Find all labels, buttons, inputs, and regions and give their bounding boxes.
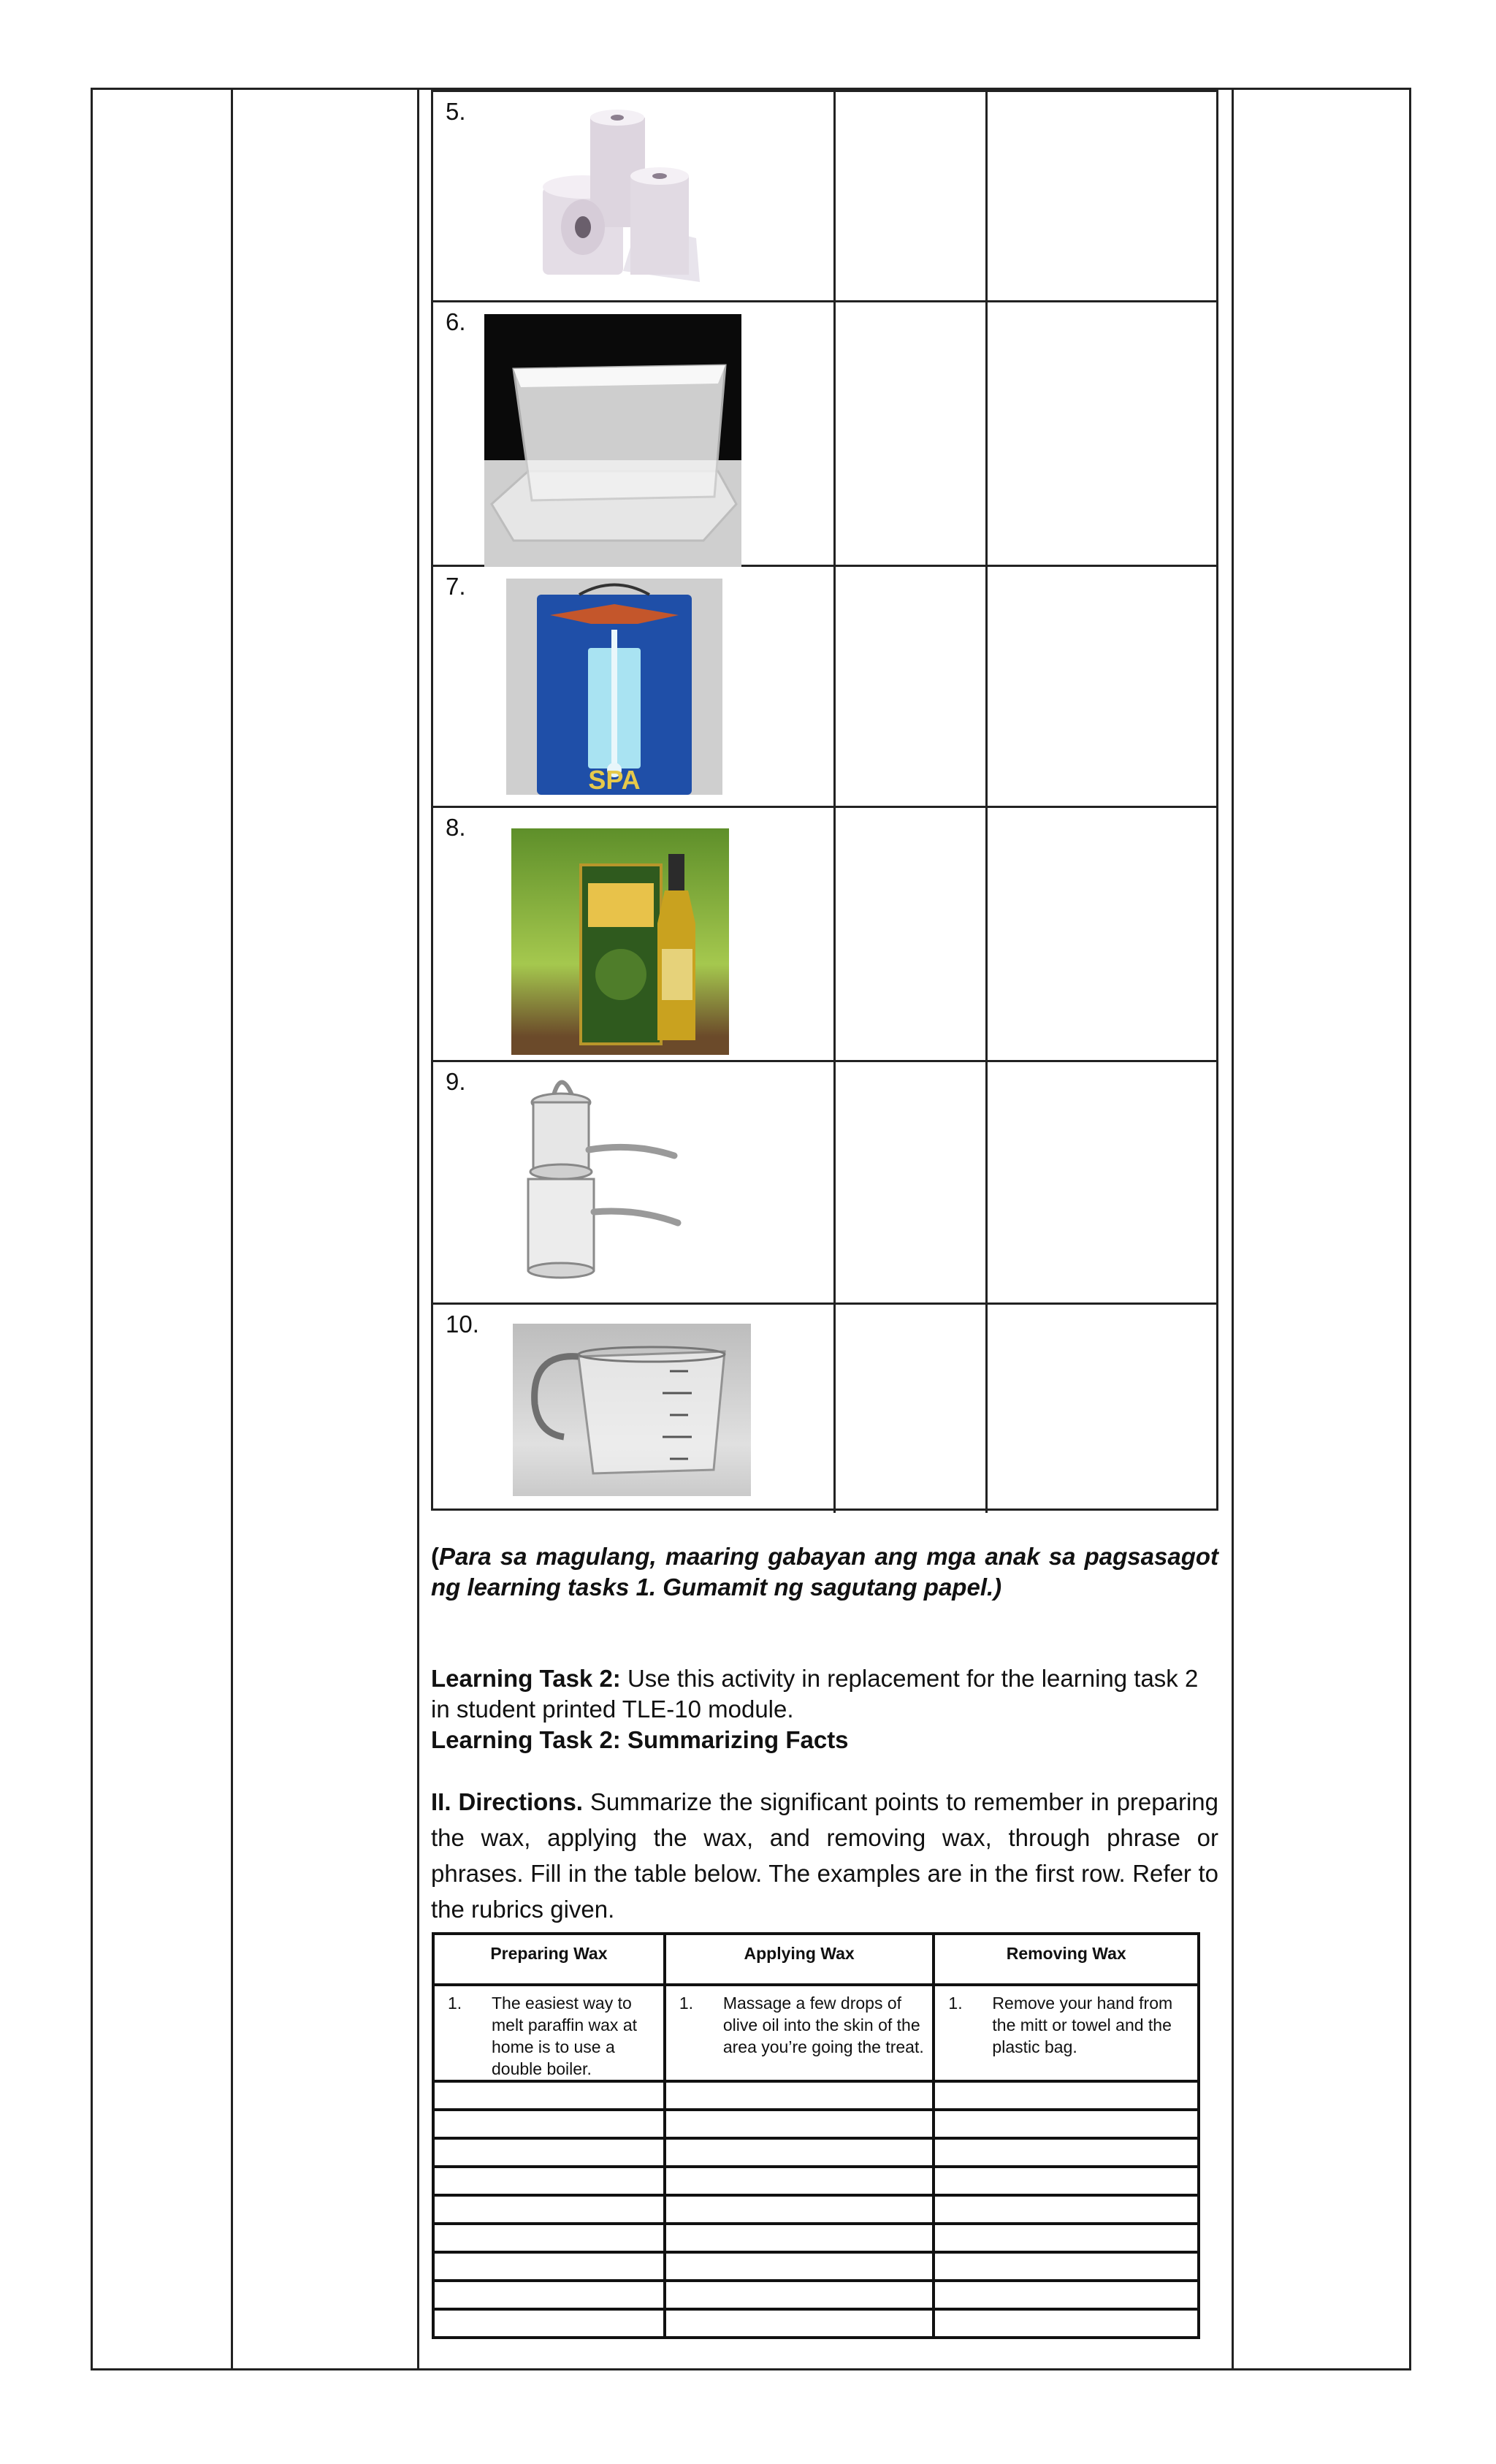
blank-cell[interactable] — [665, 2195, 934, 2224]
item-number: 9. — [446, 1068, 466, 1095]
col-divider-2 — [417, 88, 419, 2370]
item-number: 8. — [446, 814, 466, 841]
parent-note — [431, 1541, 1218, 1603]
column-divider — [985, 1305, 988, 1513]
header-preparing-wax: Preparing Wax — [433, 1934, 665, 1985]
item-row-10 — [433, 1305, 1216, 1513]
double-boiler-image — [517, 1069, 692, 1289]
blank-cell[interactable] — [665, 2309, 934, 2338]
blank-cell[interactable] — [433, 2252, 665, 2281]
blank-cell[interactable] — [665, 2224, 934, 2252]
blank-row — [433, 2224, 1199, 2252]
column-divider — [833, 808, 836, 1060]
item-number: 5. — [446, 98, 466, 125]
item-row-8 — [433, 808, 1216, 1062]
column-divider — [833, 567, 836, 806]
blank-row — [433, 2138, 1199, 2167]
plastic-container-image — [484, 314, 741, 567]
summary-table — [432, 1932, 1200, 2339]
blank-row — [433, 2252, 1199, 2281]
column-divider — [833, 1062, 836, 1302]
frame-left — [91, 88, 93, 2370]
item-row-7 — [433, 567, 1216, 808]
column-divider — [985, 302, 988, 565]
header-applying-wax: Applying Wax — [665, 1934, 934, 1985]
items-table — [431, 90, 1218, 1511]
directions-label: II. Directions. — [431, 1788, 583, 1815]
frame-bottom — [91, 2368, 1411, 2370]
blank-cell[interactable] — [433, 2167, 665, 2195]
list-number: 1. — [448, 1994, 462, 2013]
blank-cell[interactable] — [934, 2081, 1199, 2110]
item-row-6 — [433, 302, 1216, 567]
list-number: 1. — [948, 1994, 963, 2013]
measuring-cup-image — [513, 1324, 751, 1496]
header-removing-wax: Removing Wax — [934, 1934, 1199, 1985]
blank-row — [433, 2281, 1199, 2309]
task2-text: Use this activity in replacement for the learning task 2 in student printed TLE-10 module. — [431, 1665, 1199, 1723]
column-divider — [985, 92, 988, 300]
col-divider-3 — [1232, 88, 1234, 2370]
column-divider — [833, 92, 836, 300]
blank-row — [433, 2195, 1199, 2224]
column-divider — [985, 1062, 988, 1302]
summary-header-row — [433, 1934, 1199, 1985]
blank-cell[interactable] — [433, 2281, 665, 2309]
column-divider — [833, 302, 836, 565]
example-text: Remove your hand from the mitt or towel and the plastic bag. — [992, 1994, 1173, 2056]
example-preparing — [433, 1985, 665, 2081]
blank-cell[interactable] — [934, 2138, 1199, 2167]
blank-cell[interactable] — [665, 2167, 934, 2195]
col-divider-1 — [231, 88, 233, 2370]
blank-cell[interactable] — [934, 2252, 1199, 2281]
item-row-5 — [433, 92, 1216, 302]
blank-row — [433, 2110, 1199, 2138]
blank-cell[interactable] — [433, 2138, 665, 2167]
blank-cell[interactable] — [433, 2224, 665, 2252]
list-number: 1. — [679, 1994, 694, 2013]
item-number: 7. — [446, 573, 466, 600]
directions — [431, 1784, 1218, 1927]
example-row — [433, 1985, 1199, 2081]
example-applying — [665, 1985, 934, 2081]
example-text: The easiest way to melt paraffin wax at home is to use a double boiler. — [492, 1994, 638, 2078]
learning-task-2 — [431, 1663, 1218, 1755]
olive-oil-image — [511, 828, 729, 1055]
blank-row — [433, 2167, 1199, 2195]
directions-text: Summarize the significant points to remember in preparing the wax, applying the wax, and removing wax, through phrase or phrases. Fill in the table below. The examples are in the first row. Refer to the rubrics given. — [431, 1788, 1218, 1923]
blank-row — [433, 2309, 1199, 2338]
blank-cell[interactable] — [934, 2195, 1199, 2224]
task2-title: Learning Task 2: Summarizing Facts — [431, 1726, 849, 1753]
example-text: Massage a few drops of olive oil into the skin of the area you’re going the treat. — [722, 1994, 924, 2056]
blank-cell[interactable] — [665, 2138, 934, 2167]
blank-cell[interactable] — [665, 2281, 934, 2309]
blank-cell[interactable] — [665, 2081, 934, 2110]
item-number: 10. — [446, 1311, 479, 1338]
blank-cell[interactable] — [934, 2309, 1199, 2338]
column-divider — [985, 808, 988, 1060]
blank-cell[interactable] — [934, 2281, 1199, 2309]
parent-note-open-paren: ( — [431, 1543, 439, 1570]
blank-cell[interactable] — [934, 2110, 1199, 2138]
frame-right — [1409, 88, 1411, 2370]
spa-thermometer-image — [506, 579, 722, 795]
blank-cell[interactable] — [934, 2224, 1199, 2252]
paper-towel-rolls-image — [514, 107, 703, 282]
item-number: 6. — [446, 308, 466, 335]
item-row-9 — [433, 1062, 1216, 1305]
blank-row — [433, 2081, 1199, 2110]
parent-note-text: Para sa magulang, maaring gabayan ang mga anak sa pagsasagot ng learning tasks 1. Gumamit ng sagutang papel.) — [431, 1543, 1218, 1601]
blank-cell[interactable] — [665, 2110, 934, 2138]
blank-cell[interactable] — [665, 2252, 934, 2281]
column-divider — [985, 567, 988, 806]
blank-cell[interactable] — [433, 2309, 665, 2338]
blank-cell[interactable] — [433, 2081, 665, 2110]
blank-cell[interactable] — [433, 2110, 665, 2138]
task2-label: Learning Task 2: — [431, 1665, 621, 1692]
example-removing — [934, 1985, 1199, 2081]
blank-cell[interactable] — [433, 2195, 665, 2224]
column-divider — [833, 1305, 836, 1513]
svg-text:SPA: SPA — [588, 765, 641, 795]
blank-cell[interactable] — [934, 2167, 1199, 2195]
